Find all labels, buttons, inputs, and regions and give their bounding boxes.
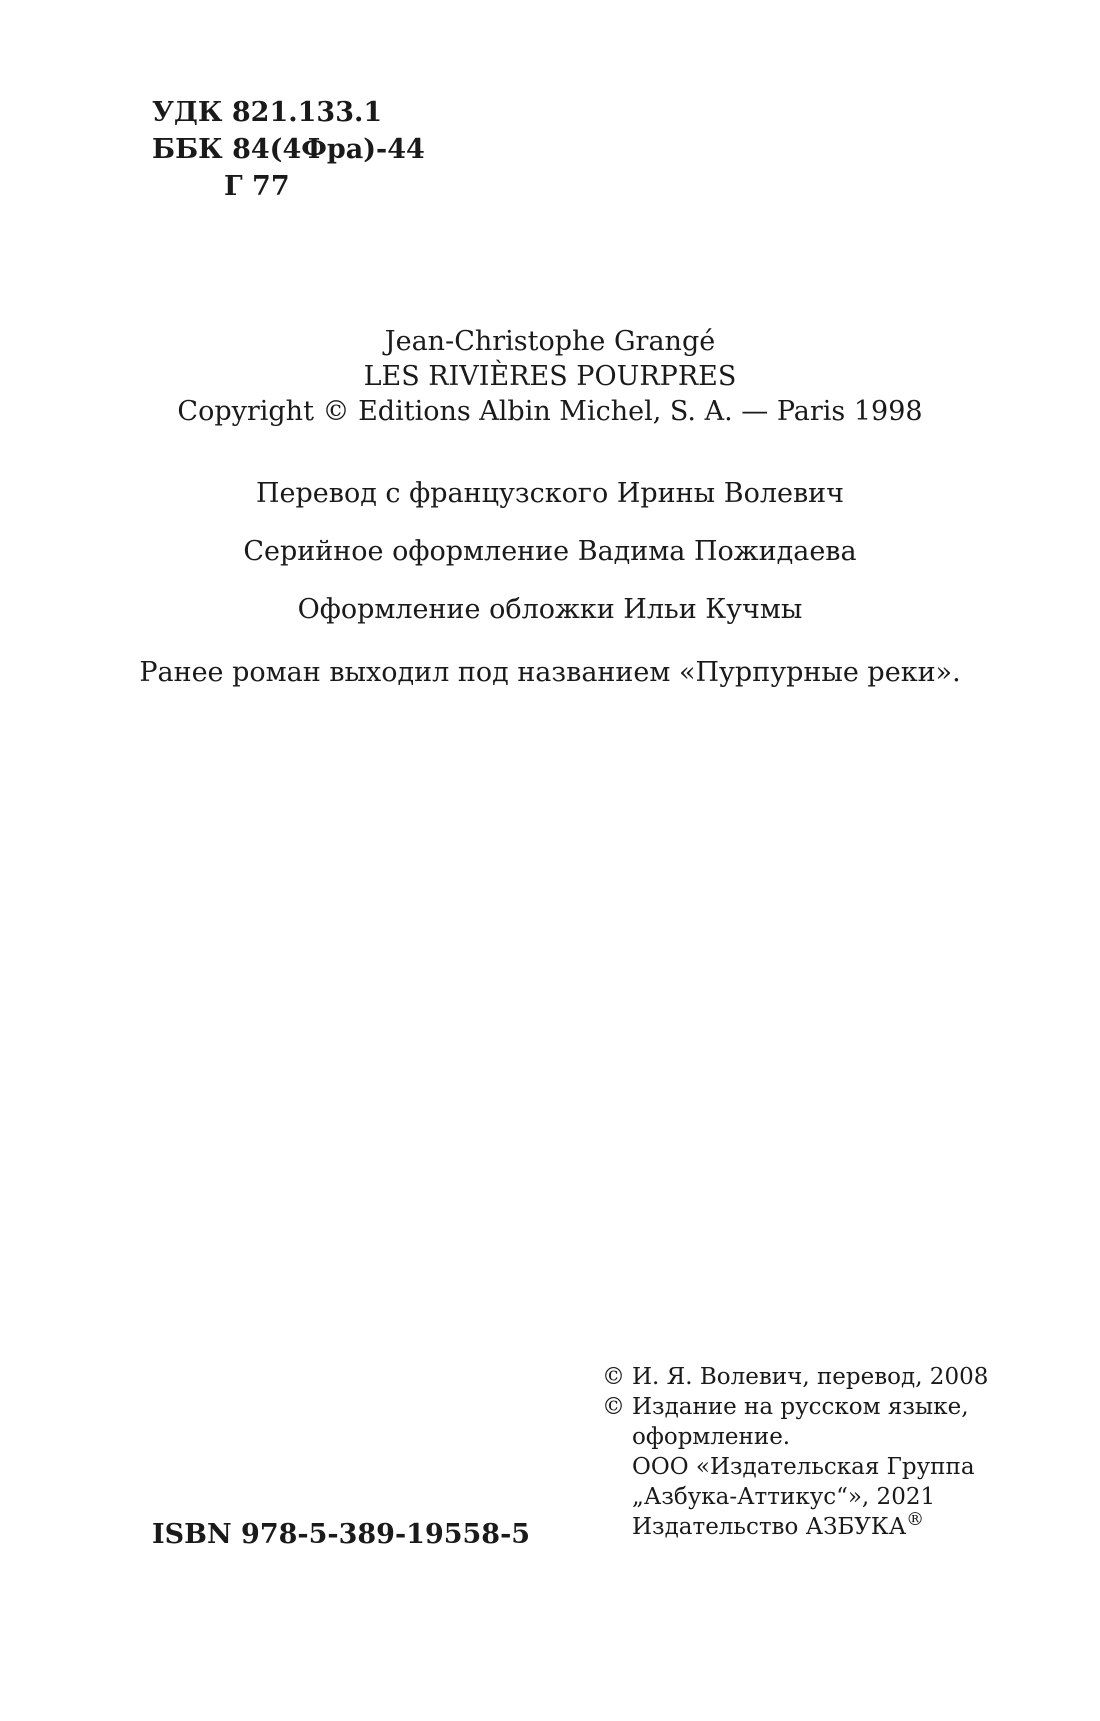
publisher-group-name: ООО «Издательская Группа xyxy=(632,1454,975,1480)
copyright-symbol: © xyxy=(602,1364,625,1390)
author-mark: Г 77 xyxy=(224,171,290,202)
copyright-symbol: © xyxy=(602,1394,625,1420)
original-author: Jean-Christophe Grangé xyxy=(384,326,716,357)
registered-trademark-icon: ® xyxy=(906,1509,925,1530)
isbn: ISBN 978-5-389-19558-5 xyxy=(152,1519,531,1550)
translation-copyright-text: И. Я. Волевич, перевод, 2008 xyxy=(632,1364,989,1390)
publisher-name-text: Издательство АЗБУКА xyxy=(632,1514,907,1540)
classification-codes xyxy=(152,94,425,205)
translation-copyright xyxy=(602,1362,988,1392)
edition-copyright xyxy=(602,1392,988,1422)
udk-code: УДК 821.133.1 xyxy=(152,97,383,128)
bbk-code: ББК 84(4Фра)-44 xyxy=(152,134,425,165)
translation-credit: Перевод с французского Ирины Волевич xyxy=(255,478,845,509)
previous-title-note: Ранее роман выходил под названием «Пурпурные реки». xyxy=(139,657,961,688)
publisher-group-year: „Азбука-Аттикус“», 2021 xyxy=(632,1484,936,1510)
original-edition-info xyxy=(0,324,1100,429)
edition-copyright-text: оформление. xyxy=(632,1424,791,1450)
copyright-notices xyxy=(602,1362,988,1542)
edition-copyright-text: Издание на русском языке, xyxy=(632,1394,969,1420)
cover-design-credit: Оформление обложки Ильи Кучмы xyxy=(297,594,803,625)
publisher-name xyxy=(602,1509,988,1542)
original-copyright: Copyright © Editions Albin Michel, S. A. — Paris 1998 xyxy=(177,396,923,427)
original-title: LES RIVIÈRES POURPRES xyxy=(363,361,737,392)
series-design-credit: Серийное оформление Вадима Пожидаева xyxy=(243,536,857,567)
